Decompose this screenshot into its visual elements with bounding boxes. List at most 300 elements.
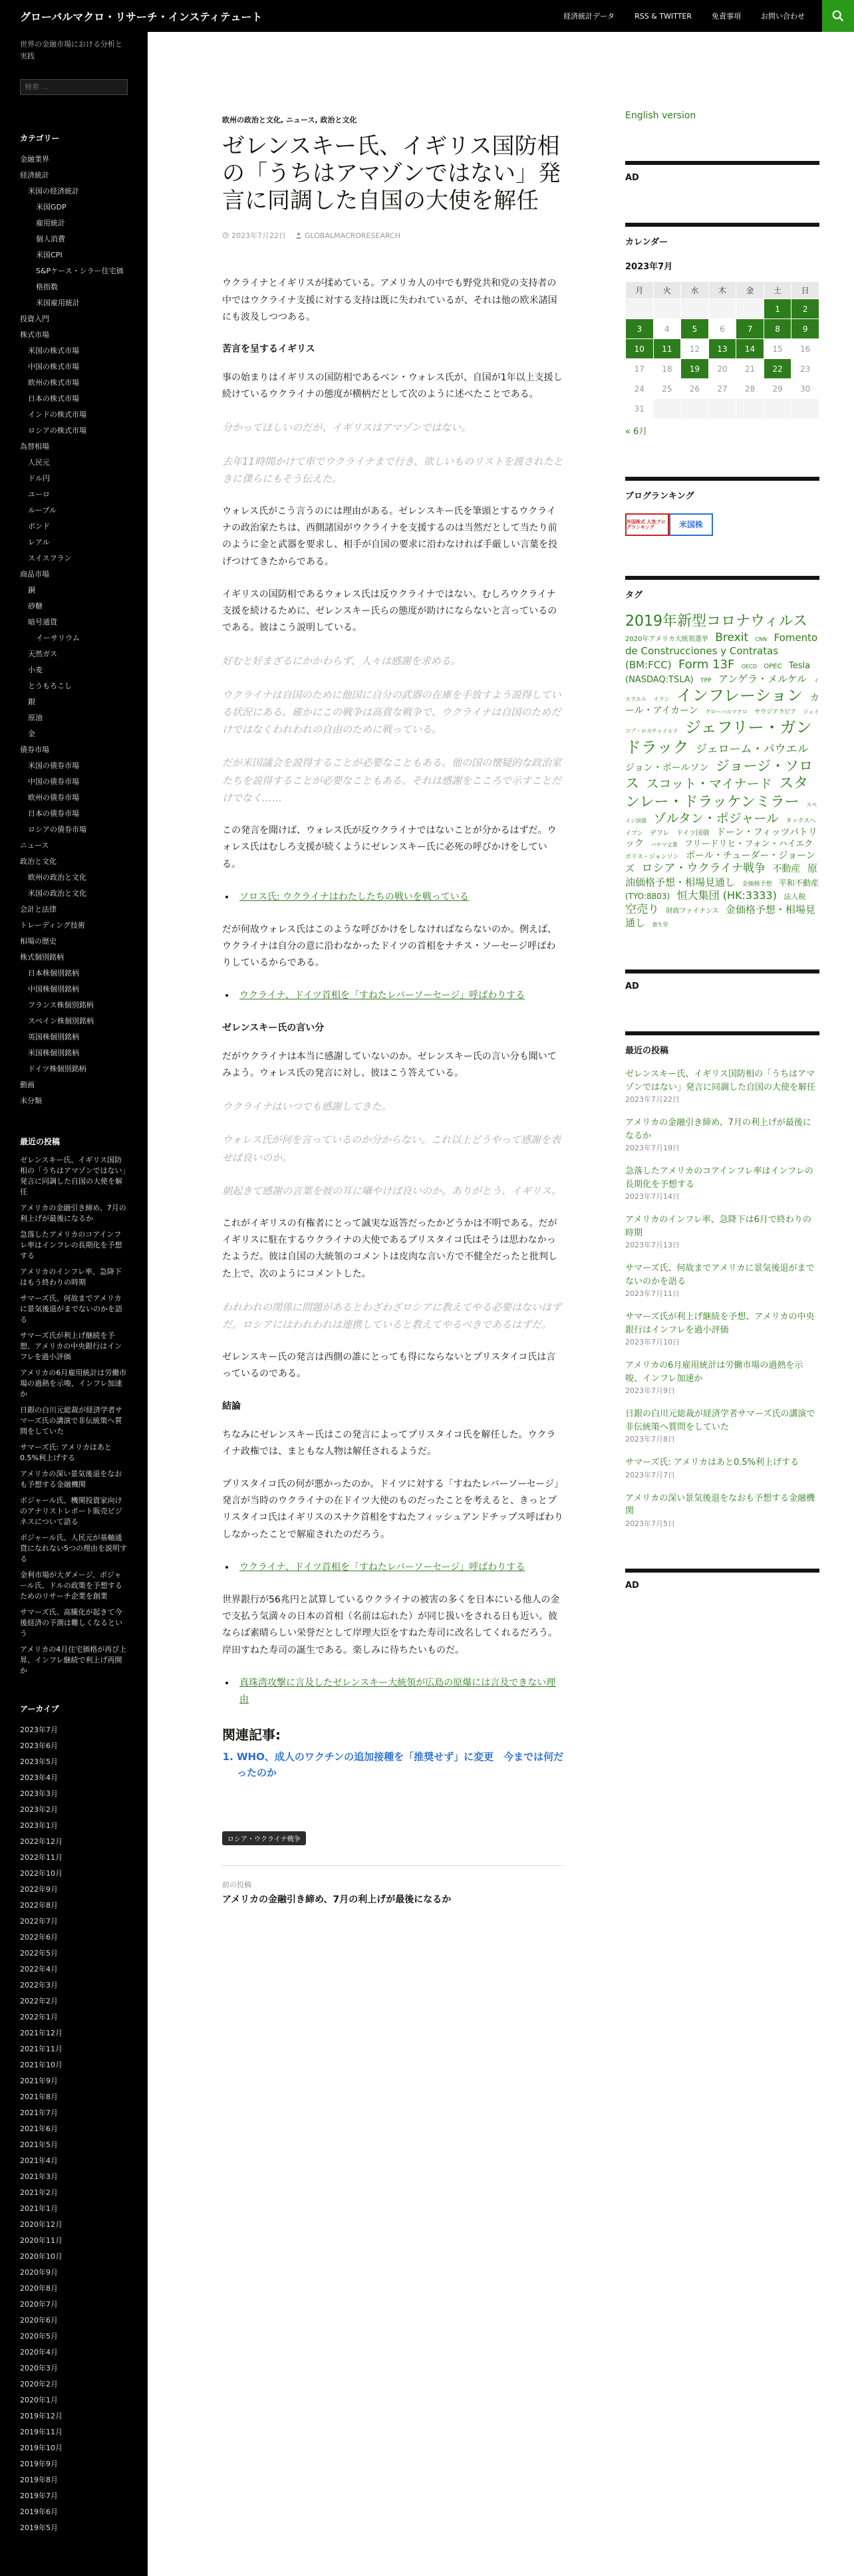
category-item xyxy=(20,567,128,582)
list-item xyxy=(20,1331,128,1362)
tag-link[interactable]: タックスヘイブン xyxy=(625,818,816,837)
archive-link[interactable]: 2023年5月 xyxy=(20,1757,58,1767)
category-link[interactable]: 砂糖 xyxy=(28,602,43,611)
archive-link[interactable]: 2023年6月 xyxy=(20,1741,58,1751)
category-link[interactable]: 暗号通貨 xyxy=(28,618,57,627)
calendar-day: 24 xyxy=(626,379,654,399)
category-item xyxy=(20,630,128,646)
article-link[interactable]: 真珠湾攻撃に言及したゼレンスキー大統領が広島の原爆には言及できない理由 xyxy=(239,1677,556,1705)
category-item xyxy=(20,790,128,806)
recent-post-link[interactable]: 日銀の白川元総裁が経済学者サマーズ氏の講演で非伝統策へ質問をしていた xyxy=(625,1409,815,1432)
topnav-link[interactable]: RSS & TWITTER xyxy=(635,11,692,21)
category-link[interactable]: レアル xyxy=(28,538,50,547)
ad-label: AD xyxy=(625,1580,639,1591)
category-link[interactable]: ユーロ xyxy=(28,490,50,499)
category-link[interactable]: インドの株式市場 xyxy=(28,410,86,420)
english-version-link[interactable]: English version xyxy=(625,110,696,121)
category-link[interactable]: 株式市場 xyxy=(20,330,49,340)
archive-link[interactable]: 2021年10月 xyxy=(20,2061,63,2070)
archive-link[interactable]: 2023年2月 xyxy=(20,1805,58,1815)
recent-post-link[interactable]: サマーズ氏、高騰化が起きて今後経済の予測は難しくなるという xyxy=(20,1608,122,1638)
recent-post-link[interactable]: 日銀の白川元総裁が経済学者サマーズ氏の講演で非伝統策へ質問をしていた xyxy=(20,1406,122,1436)
tag-link[interactable]: OPEC xyxy=(764,663,782,671)
tag-link[interactable]: 原油価格予想・相場見通し xyxy=(625,862,817,888)
list-item xyxy=(20,2488,128,2504)
archive-link[interactable]: 2022年12月 xyxy=(20,1837,63,1847)
list-item xyxy=(20,2057,128,2073)
category-link[interactable]: スイスフラン xyxy=(28,554,72,563)
calendar-day[interactable]: 11 xyxy=(653,339,681,359)
user-icon xyxy=(295,232,302,239)
calendar-day[interactable]: 9 xyxy=(791,319,819,339)
category-item xyxy=(20,726,128,742)
tag-link[interactable]: ジェローム・パウエル xyxy=(695,742,809,756)
paragraph: ウォレス氏がこう言うのには理由がある。ゼレンスキー氏を筆頭とするウクライナの政治家たちは、西側諸国がウクライナを支援するのは当然だとして当たり前のように金と武器を要求し、相手が自国の要求に沿わなければ手厳しい言葉を投げつけてきたからである。 xyxy=(222,506,557,567)
recent-post-date: 2023年7月7日 xyxy=(625,1470,675,1480)
tag-link[interactable]: 資生堂 xyxy=(652,921,668,928)
ranking-badge-us-stocks[interactable]: 米国株 xyxy=(669,513,713,536)
recent-post-link[interactable]: ゼレンスキー氏、イギリス国防相の「うちはアマゾンではない」発言に同調した自国の大使を解任 xyxy=(625,1069,816,1093)
recent-post-link[interactable]: ゼレンスキー氏、イギリス国防相の「うちはアマゾンではない」発言に同調した自国の大使を解任 xyxy=(20,1156,126,1197)
archive-link[interactable]: 2020年6月 xyxy=(20,2316,58,2325)
category-link[interactable]: 原油 xyxy=(28,713,43,723)
list-item xyxy=(20,1738,128,1754)
tag-link[interactable]: CNN xyxy=(755,636,768,642)
list-item xyxy=(625,1262,819,1299)
archive-link[interactable]: 2019年9月 xyxy=(20,2460,58,2469)
list-item xyxy=(20,2089,128,2105)
post-meta xyxy=(222,230,564,241)
tag-link[interactable]: 不動産 xyxy=(772,864,801,875)
tag-link[interactable]: ポール・チューダー・ジョーンズ xyxy=(625,850,815,875)
post-date[interactable] xyxy=(222,230,286,241)
list-item xyxy=(20,2377,128,2392)
tag-link[interactable]: ジェフリー・ガンドラック xyxy=(625,717,812,757)
category-link[interactable]: スペイン株個別銘柄 xyxy=(28,1017,94,1026)
list-item xyxy=(625,1359,819,1396)
calendar-day: 23 xyxy=(791,359,819,379)
tag-link[interactable]: 法人税 xyxy=(783,892,806,901)
category-link[interactable]: 欧州の債券市場 xyxy=(28,793,79,803)
recent-post-link[interactable]: アメリカの6月雇用統計は労働市場の過熱を示唆、インフレ加速か xyxy=(625,1360,803,1384)
archive-link[interactable]: 2020年4月 xyxy=(20,2348,58,2357)
calendar-day[interactable]: 10 xyxy=(626,339,654,359)
tag-link[interactable]: 2020年アメリカ大統領選挙 xyxy=(625,635,708,643)
category-link[interactable]: 個人消費 xyxy=(36,235,65,244)
tag-link[interactable]: Tesla (NASDAQ:TSLA) xyxy=(625,661,811,685)
category-item xyxy=(20,614,128,630)
archive-link[interactable]: 2020年2月 xyxy=(20,2380,58,2389)
category-link[interactable]: 為替相場 xyxy=(20,442,49,451)
archive-link[interactable]: 2022年10月 xyxy=(20,1869,63,1878)
calendar-day[interactable]: 2 xyxy=(791,299,819,319)
list-item xyxy=(20,2217,128,2233)
article-link[interactable]: ウクライナ、ドイツ首相を「すねたレバーソーセージ」呼ばわりする xyxy=(239,990,525,1001)
tag-link[interactable]: Form 13F xyxy=(678,658,735,672)
archive-link[interactable]: 2022年9月 xyxy=(20,1885,58,1894)
category-link[interactable]: 商品市場 xyxy=(20,570,49,579)
category-link[interactable]: 投資入門 xyxy=(20,315,49,324)
calendar-day[interactable]: 3 xyxy=(626,319,654,339)
archive-link[interactable]: 2022年8月 xyxy=(20,1901,58,1910)
calendar-weekday: 日 xyxy=(791,282,819,299)
archive-link[interactable]: 2021年2月 xyxy=(20,2188,58,2198)
archive-link[interactable]: 2020年3月 xyxy=(20,2364,58,2373)
list-item xyxy=(20,2265,128,2281)
category-item xyxy=(20,838,128,854)
link-list xyxy=(235,889,564,906)
category-link[interactable]: 中国株個別銘柄 xyxy=(28,985,79,994)
tag-link[interactable]: 空売り xyxy=(625,902,659,916)
related-list xyxy=(237,1749,564,1781)
archive-link[interactable]: 2023年7月 xyxy=(20,1726,58,1735)
tag-link[interactable]: ボリス・ジョンソン xyxy=(625,853,679,860)
category-item xyxy=(20,152,128,168)
category-link[interactable]: 動画 xyxy=(20,1081,35,1090)
tag-link[interactable]: TPP xyxy=(700,677,712,684)
archive-link[interactable]: 2021年8月 xyxy=(20,2093,58,2102)
recent-post-link[interactable]: 急落したアメリカのコアインフレ率はインフレの長期化を予想する xyxy=(625,1166,813,1190)
recent-post-link[interactable]: 急落したアメリカのコアインフレ率はインフレの長期化を予想する xyxy=(20,1230,122,1261)
tag-link[interactable]: イラン xyxy=(653,696,670,703)
topnav-link[interactable]: 経済統計データ xyxy=(563,12,615,21)
category-link[interactable]: トレーディング技術 xyxy=(20,921,85,930)
calendar-empty-cell xyxy=(653,299,681,319)
related-post-link[interactable]: WHO、成人のワクチンの追加接種を「推奨せず」に変更 今までは何だったのか xyxy=(237,1751,564,1779)
category-link[interactable]: 政治と文化 xyxy=(20,857,57,866)
list-item xyxy=(20,2105,128,2121)
recent-post-link[interactable]: サマーズ氏、何故までアメリカに景気後退がまでないのかを語る xyxy=(20,1294,122,1325)
category-link[interactable]: 会計と法律 xyxy=(20,905,57,914)
category-link[interactable]: 経済統計 xyxy=(20,171,49,180)
calendar-empty-cell xyxy=(653,399,681,419)
category-link[interactable]: ニュース xyxy=(20,841,49,850)
category-item xyxy=(20,295,128,311)
category-link[interactable]: 天然ガス xyxy=(28,650,57,659)
calendar-day: 6 xyxy=(708,319,736,339)
calendar-empty-cell xyxy=(791,399,819,419)
archive-link[interactable]: 2022年2月 xyxy=(20,1997,58,2006)
post-categories[interactable]: 欧州の政治と文化, ニュース, 政治と文化 xyxy=(222,116,357,124)
category-link[interactable]: 日本株個別銘柄 xyxy=(28,969,79,978)
recent-post-link[interactable]: アメリカのインフレ率、急降下はもう終わりの時期 xyxy=(20,1267,122,1287)
tag-link[interactable]: 平和不動産 (TYO:8803) xyxy=(625,878,819,901)
recent-post-link[interactable]: サマーズ氏が利上げ継続を予想、アメリカの中央銀行はインフレを過小評価 xyxy=(625,1312,815,1335)
list-item xyxy=(20,1293,128,1325)
clock-icon xyxy=(222,232,229,239)
search-button[interactable] xyxy=(822,0,854,32)
calendar-week xyxy=(626,319,819,339)
recent-post-link[interactable]: アメリカの4月住宅価格が再び上昇、インフレ継続で利上げ再開か xyxy=(20,1645,127,1676)
archive-link[interactable]: 2021年7月 xyxy=(20,2109,58,2118)
category-item xyxy=(20,678,128,694)
paragraph: だがウクライナは本当に感謝していないのか。ゼレンスキー氏の言い分も聞いてみよう。ウォレス氏の発言に対し、彼はこう答えている。 xyxy=(222,1051,557,1079)
archive-link[interactable]: 2019年10月 xyxy=(20,2444,63,2453)
recent-posts-heading: 最近の投稿 xyxy=(625,1046,669,1057)
quote xyxy=(222,652,564,807)
tag-link[interactable]: ゾルタン・ポジャール xyxy=(653,811,779,826)
list-item xyxy=(20,2073,128,2089)
category-link[interactable]: 相場の歴史 xyxy=(20,937,57,946)
calendar-weekday: 月 xyxy=(626,282,654,299)
list-item xyxy=(237,1749,564,1781)
category-link[interactable]: 人民元 xyxy=(28,458,50,467)
recent-post-link[interactable]: アメリカのインフレ率、急降下は6月で終わりの時期 xyxy=(625,1215,811,1238)
list-item xyxy=(20,1722,128,1738)
archive-link[interactable]: 2022年5月 xyxy=(20,1949,58,1958)
tag-link[interactable]: スコット・マイナード xyxy=(646,777,772,791)
tag-pill[interactable]: ロシア・ウクライナ戦争 xyxy=(222,1831,306,1845)
category-link[interactable]: 米国の経済統計 xyxy=(28,187,79,196)
calendar-day[interactable]: 19 xyxy=(681,359,709,379)
sidebar-search-input[interactable] xyxy=(20,79,128,95)
archive-link[interactable]: 2020年5月 xyxy=(20,2332,58,2341)
tag-link[interactable]: 恒大集団 (HK:3333) xyxy=(676,889,777,902)
archive-link[interactable]: 2022年4月 xyxy=(20,1965,58,1974)
list-item xyxy=(20,2520,128,2536)
category-link[interactable]: 米国の株式市場 xyxy=(28,346,79,356)
calendar-day[interactable]: 1 xyxy=(764,299,791,319)
list-item xyxy=(20,2249,128,2265)
category-item xyxy=(20,646,128,662)
tag-link[interactable]: 金価格予想 xyxy=(742,880,772,888)
post-author[interactable] xyxy=(295,230,400,241)
category-item xyxy=(20,997,128,1013)
category-link[interactable]: 株式個別銘柄 xyxy=(20,953,64,962)
tag-link[interactable]: グローバルマクロ xyxy=(705,709,748,715)
archive-link[interactable]: 2022年1月 xyxy=(20,2013,58,2022)
archive-link[interactable]: 2021年1月 xyxy=(20,2204,58,2214)
archive-link[interactable]: 2021年9月 xyxy=(20,2077,58,2086)
archive-link[interactable]: 2020年1月 xyxy=(20,2396,58,2405)
archive-link[interactable]: 2021年11月 xyxy=(20,2045,63,2054)
archive-link[interactable]: 2019年12月 xyxy=(20,2412,63,2421)
article-link[interactable]: ソロス氏: ウクライナはわたしたちの戦いを戦っている xyxy=(239,891,469,902)
list-item xyxy=(20,1405,128,1437)
tag-link[interactable]: 金価格予想・相場見通し xyxy=(625,903,815,929)
tag-link[interactable]: スペイン国債 xyxy=(625,801,817,824)
site-title[interactable]: グローバルマクロ・リサーチ・インスティテュート xyxy=(20,10,263,23)
calendar-day[interactable]: 8 xyxy=(764,319,791,339)
recent-post-link[interactable]: 金利市場が大ダメージ、ポジャール氏、ドルの政策を予想するためのリサーチ企業を創業 xyxy=(20,1571,122,1601)
category-item xyxy=(20,1045,128,1061)
categories-list xyxy=(20,152,128,1109)
category-item xyxy=(20,343,128,359)
category-link[interactable]: 米国の政治と文化 xyxy=(28,889,86,898)
post-date-link[interactable]: 2023年7月22日 xyxy=(231,231,286,241)
category-link[interactable]: 中国の株式市場 xyxy=(28,362,79,372)
category-link[interactable]: S&Pケース・シラー住宅価格指数 xyxy=(36,267,124,292)
category-link[interactable]: 小麦 xyxy=(28,666,43,675)
prev-month-link[interactable]: « 6月 xyxy=(625,427,648,437)
recent-post-date: 2023年7月9日 xyxy=(625,1386,675,1396)
calendar-day[interactable]: 22 xyxy=(764,359,791,379)
calendar-week xyxy=(626,339,819,359)
tag-link[interactable]: フリードリヒ・フォン・ハイエク xyxy=(684,839,813,850)
category-link[interactable]: ドル円 xyxy=(28,474,50,483)
list-item xyxy=(20,2440,128,2456)
tag-link[interactable]: アンゲラ・メルケル xyxy=(718,672,807,685)
article-link[interactable]: ウクライナ、ドイツ首相を「すねたレバーソーセージ」呼ばわりする xyxy=(239,1561,525,1573)
recent-post-link[interactable]: サマーズ氏: アメリカはあと0.5%利上げする xyxy=(20,1443,112,1463)
category-item xyxy=(20,551,128,567)
category-item xyxy=(20,455,128,471)
category-item xyxy=(20,391,128,407)
archive-link[interactable]: 2019年7月 xyxy=(20,2492,58,2501)
category-link[interactable]: ドイツ株個別銘柄 xyxy=(28,1065,86,1074)
category-link[interactable]: 米国GDP xyxy=(36,203,67,212)
category-item xyxy=(20,535,128,551)
topnav-link[interactable]: 免責事項 xyxy=(712,12,741,21)
list-item xyxy=(235,1675,564,1708)
quote-line: ウクライナは自国のために他国に自分の武器の在庫を手放すよう説得している状況にある。確かにこの戦争は高貴な戦争で、ウクライナは自国のためだけではなくわれわれの自由のために戦っている。 xyxy=(222,688,561,736)
archive-link[interactable]: 2021年4月 xyxy=(20,2156,58,2166)
tag-link[interactable]: カール・アイカーン xyxy=(625,693,819,717)
category-item xyxy=(20,263,128,295)
list-item xyxy=(235,987,564,1004)
archive-link[interactable]: 2020年8月 xyxy=(20,2284,58,2293)
tag-link[interactable]: Fomento de Construcciones y Contratas (BM:FCC) xyxy=(625,631,818,672)
category-item xyxy=(20,311,128,327)
category-link[interactable]: 金融業界 xyxy=(20,155,49,164)
list-item xyxy=(20,2408,128,2424)
recent-posts-list xyxy=(625,1068,819,1529)
category-link[interactable]: 中国の債券市場 xyxy=(28,777,79,787)
archive-link[interactable]: 2023年3月 xyxy=(20,1789,58,1799)
category-link[interactable]: ルーブル xyxy=(28,506,57,515)
archive-link[interactable]: 2020年10月 xyxy=(20,2252,63,2261)
tag-link[interactable]: ドーン・フィッツパトリック xyxy=(625,827,817,850)
recent-post-link[interactable]: アメリカの深い景気後退をなおも予想する金融機関 xyxy=(625,1493,815,1517)
category-link[interactable]: 雇用統計 xyxy=(36,219,65,228)
recent-post-link[interactable]: ポジャール氏、人民元が基軸通貨になれない5つの理由を説明する xyxy=(20,1533,127,1564)
quote-line: われわれの関係に問題があるとわざわざロシアに教えてやる必要はないはずだ。ロシアにはわれわれは連携していると教えてやるべきであるはずだ。 xyxy=(222,1301,562,1331)
post-author-link[interactable]: GLOBALMACRORESEARCH xyxy=(305,231,401,240)
calendar-day: 21 xyxy=(736,359,764,379)
category-link[interactable]: とうもろこし xyxy=(28,682,72,691)
tag-link[interactable]: Brexit xyxy=(715,630,749,644)
recent-post-link[interactable]: アメリカの金融引き締め、7月の利上げが最後になるか xyxy=(20,1204,126,1224)
category-link[interactable]: 日本の債券市場 xyxy=(28,809,79,819)
calendar-day[interactable]: 7 xyxy=(736,319,764,339)
tag-link[interactable]: バナマ文書 xyxy=(650,842,678,848)
category-link[interactable]: 米国雇用統計 xyxy=(36,299,80,308)
category-link[interactable]: 未分類 xyxy=(20,1096,42,1106)
list-item xyxy=(20,2504,128,2520)
archive-link[interactable]: 2023年4月 xyxy=(20,1773,58,1783)
category-link[interactable]: 日本の株式市場 xyxy=(28,394,79,404)
archive-link[interactable]: 2019年11月 xyxy=(20,2428,63,2437)
category-link[interactable]: 欧州の政治と文化 xyxy=(28,873,86,882)
calendar-day: 28 xyxy=(736,379,764,399)
category-link[interactable]: ポンド xyxy=(28,522,50,531)
list-item xyxy=(20,2424,128,2440)
tag-link[interactable]: ドイツ国債 xyxy=(676,829,710,837)
tag-link[interactable]: ジェイコブ・ロスチャイルド xyxy=(625,709,819,734)
archive-link[interactable]: 2023年1月 xyxy=(20,1821,58,1831)
archive-link[interactable]: 2019年6月 xyxy=(20,2508,58,2517)
archive-link[interactable]: 2021年3月 xyxy=(20,2172,58,2182)
calendar-day[interactable]: 13 xyxy=(708,339,736,359)
archive-link[interactable]: 2020年11月 xyxy=(20,2236,63,2246)
category-item xyxy=(20,966,128,981)
recent-post-link[interactable]: ポジャール氏、機関投資家向けのアナリストレポート販売ビジネスについて語る xyxy=(20,1496,122,1527)
list-item xyxy=(20,1770,128,1786)
tag-link[interactable]: ジョージ・ソロス xyxy=(625,757,813,791)
tag-link[interactable]: サウジアラビア xyxy=(754,709,797,716)
list-item xyxy=(20,2121,128,2137)
category-link[interactable]: 英国株個別銘柄 xyxy=(28,1033,79,1042)
archive-link[interactable]: 2021年5月 xyxy=(20,2140,58,2150)
archive-link[interactable]: 2019年8月 xyxy=(20,2476,58,2485)
tag-link[interactable]: ジョン・ポールソン xyxy=(625,762,709,773)
recent-post-link[interactable]: サマーズ氏が利上げ継続を予想、アメリカの中央銀行はインフレを過小評価 xyxy=(20,1331,122,1362)
top-bar xyxy=(0,0,854,32)
category-link[interactable]: 米国CPI xyxy=(36,251,63,260)
tag-link[interactable]: デフレ xyxy=(649,829,670,837)
tag-link[interactable]: 財政ファイナンス xyxy=(666,907,719,915)
category-link[interactable]: ロシアの債券市場 xyxy=(28,825,86,835)
category-link[interactable]: ロシアの株式市場 xyxy=(28,426,86,436)
recent-post-link[interactable]: サマーズ氏: アメリカはあと0.5%利上げする xyxy=(625,1458,799,1468)
calendar-day[interactable]: 5 xyxy=(681,319,709,339)
category-item xyxy=(20,598,128,614)
category-link[interactable]: 米国の債券市場 xyxy=(28,761,79,771)
tag-link[interactable]: 2019年新型コロナウィルス xyxy=(625,613,808,630)
related-posts xyxy=(222,1724,564,1781)
topnav-link[interactable]: お問い合わせ xyxy=(761,12,805,21)
recent-post-link[interactable]: アメリカの深い景気後退をなおも予想する金融機関 xyxy=(20,1470,122,1489)
tag-link[interactable]: OECD xyxy=(741,664,757,670)
archive-link[interactable]: 2020年7月 xyxy=(20,2300,58,2309)
post-body xyxy=(222,275,564,1708)
list-item xyxy=(20,1754,128,1770)
list-item xyxy=(20,1914,128,1930)
archive-link[interactable]: 2020年12月 xyxy=(20,2220,63,2230)
recent-post-link[interactable]: サマーズ氏、何故までアメリカに景気後退がまでないのかを語る xyxy=(625,1263,815,1287)
archive-link[interactable]: 2022年3月 xyxy=(20,1981,58,1990)
category-link[interactable]: 欧州の株式市場 xyxy=(28,378,79,388)
calendar-table xyxy=(625,281,819,419)
calendar-day[interactable]: 14 xyxy=(736,339,764,359)
archive-link[interactable]: 2019年5月 xyxy=(20,2523,58,2533)
tag-link[interactable]: スタンレー・ドラッケンミラー xyxy=(625,775,809,811)
category-link[interactable]: 銀 xyxy=(28,698,35,707)
recent-post-link[interactable]: アメリカの6月雇用統計は労働市場の過熱を示唆、インフレ加速か xyxy=(20,1368,127,1399)
archive-link[interactable]: 2022年6月 xyxy=(20,1933,58,1942)
archive-link[interactable]: 2022年11月 xyxy=(20,1853,63,1863)
category-link[interactable]: イーサリウム xyxy=(36,634,80,643)
archive-link[interactable]: 2020年9月 xyxy=(20,2268,58,2277)
category-link[interactable]: 銅 xyxy=(28,586,35,595)
search-icon xyxy=(831,9,845,23)
recent-post-link[interactable]: アメリカの金融引き締め、7月の利上げが最後になるか xyxy=(625,1118,811,1141)
category-link[interactable]: 米国株個別銘柄 xyxy=(28,1049,79,1058)
categories-heading: カテゴリー xyxy=(20,134,60,144)
tag-link[interactable]: イスラエル xyxy=(625,677,819,703)
tag-link[interactable]: ロシア・ウクライナ戦争 xyxy=(641,862,766,876)
prev-post-link[interactable]: アメリカの金融引き締め、7月の利上げが最後になるか xyxy=(222,1894,452,1906)
archive-link[interactable]: 2021年12月 xyxy=(20,2029,63,2038)
tag-link[interactable]: インフレーション xyxy=(676,686,803,706)
archive-link[interactable]: 2022年7月 xyxy=(20,1917,58,1926)
ranking-badge-foreign-stocks[interactable]: 外国株式 人気ブログランキング xyxy=(625,513,669,536)
category-link[interactable]: フランス株個別銘柄 xyxy=(28,1001,94,1010)
category-link[interactable]: 債券市場 xyxy=(20,745,49,755)
ad-label: AD xyxy=(625,173,639,183)
category-link[interactable]: 金 xyxy=(28,729,35,739)
archive-link[interactable]: 2021年6月 xyxy=(20,2125,58,2134)
